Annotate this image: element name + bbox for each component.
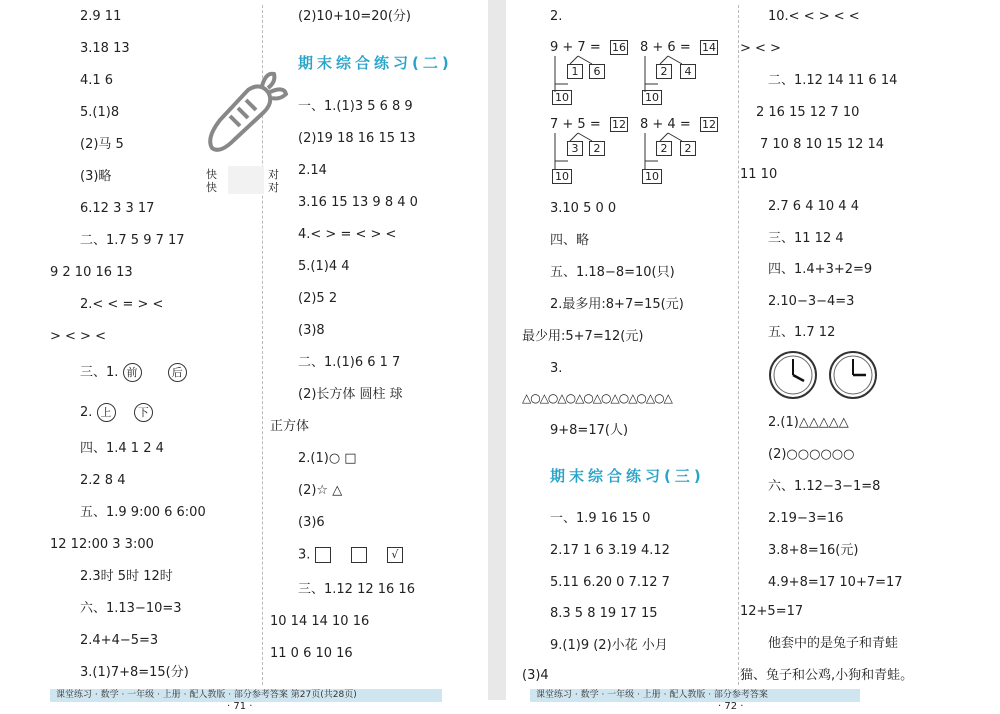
split-lines bbox=[550, 131, 610, 171]
answer-line: 六、1.13−10=3 bbox=[80, 601, 182, 616]
answer-line: 五、1.7 12 bbox=[768, 325, 836, 340]
split-box: 2 bbox=[589, 141, 605, 156]
page-number: · 72 · bbox=[718, 701, 744, 712]
split-box: 2 bbox=[656, 64, 672, 79]
answer-line: 11 10 bbox=[740, 167, 778, 182]
answer-line: 6.12 3 3 17 bbox=[80, 201, 155, 216]
answer-line: 三、1.12 12 16 16 bbox=[298, 582, 415, 597]
answer-line: 2.3时 5时 12时 bbox=[80, 569, 173, 584]
section-heading: 期末综合练习(三) bbox=[550, 467, 705, 485]
answer-line: 正方体 bbox=[270, 419, 310, 434]
answer-line: 2.19−3=16 bbox=[768, 511, 844, 526]
answer-line: 五、1.9 9:00 6 6:00 bbox=[80, 505, 206, 520]
answer-line: (2)☆ △ bbox=[298, 483, 343, 498]
answer-line: 2.4+4−5=3 bbox=[80, 633, 159, 648]
answer-line: 5.11 6.20 0 7.12 7 bbox=[550, 575, 670, 590]
split-box: 1 bbox=[567, 64, 583, 79]
answer-line: 5.(1)8 bbox=[80, 105, 120, 120]
answer-label: 3. bbox=[298, 547, 311, 563]
answer-line: (2)马 5 bbox=[80, 137, 124, 152]
answer-line: 8.3 5 8 19 17 15 bbox=[550, 606, 658, 621]
answer-line: 2.(1)△△△△△ bbox=[768, 415, 849, 430]
sum-box: 10 bbox=[642, 169, 662, 184]
answer-line: 2.10−3−4=3 bbox=[768, 294, 855, 309]
answer-line: (2)长方体 圆柱 球 bbox=[298, 387, 403, 402]
answer-line: 最少用:5+7=12(元) bbox=[522, 329, 644, 344]
check-box bbox=[315, 547, 331, 563]
logo-char: 快 bbox=[206, 181, 217, 194]
result-box: 14 bbox=[702, 41, 716, 54]
split-lines bbox=[640, 54, 700, 94]
answer-label: 2. bbox=[80, 405, 93, 420]
answer-line: 2.最多用:8+7=15(元) bbox=[550, 297, 684, 312]
answer-line: 二、1.7 5 9 7 17 bbox=[80, 233, 185, 248]
answer-line: (2)10+10=20(分) bbox=[298, 9, 411, 24]
answer-label: 三、1. bbox=[80, 365, 119, 380]
answer-line: (2)5 2 bbox=[298, 291, 338, 306]
answer-line: 4.9+8=17 10+7=17 bbox=[768, 575, 903, 590]
answer-line: 一、1.9 16 15 0 bbox=[550, 511, 651, 526]
result-box: 16 bbox=[612, 41, 626, 54]
answer-line: (3)8 bbox=[298, 323, 325, 338]
answer-line: 12 12:00 3 3:00 bbox=[50, 537, 154, 552]
answer-line: 他套中的是兔子和青蛙 bbox=[768, 636, 899, 651]
carrot-illustration bbox=[200, 68, 290, 158]
answer-line bbox=[80, 363, 193, 382]
answer-line bbox=[298, 547, 419, 564]
answer-line: 猫、兔子和公鸡,小狗和青蛙。 bbox=[740, 668, 914, 683]
answer-line: 五、1.18−8=10(只) bbox=[550, 265, 675, 280]
answer-line: 9 2 10 16 13 bbox=[50, 265, 133, 280]
answer-line: 3.(1)7+8=15(分) bbox=[80, 665, 189, 680]
answer-line: 3.10 5 0 0 bbox=[550, 201, 617, 216]
logo-char bbox=[228, 166, 264, 194]
answer-line: 2.17 1 6 3.19 4.12 bbox=[550, 543, 670, 558]
answer-line: 四、1.4 1 2 4 bbox=[80, 441, 164, 456]
answer-line: 二、1.12 14 11 6 14 bbox=[768, 73, 898, 88]
section-heading: 期末综合练习(二) bbox=[298, 54, 453, 72]
answer-line: 2. bbox=[550, 9, 563, 24]
answer-line: 12+5=17 bbox=[740, 604, 804, 619]
page-footer: 课堂练习 · 数学 · 一年级 · 上册 · 配人教版 · 部分参考答案 第27页(共28页) bbox=[50, 689, 442, 702]
logo-char: 对 bbox=[268, 181, 279, 194]
answer-line: 7 10 8 10 15 12 14 bbox=[760, 137, 885, 152]
answer-line: 2 16 15 12 7 10 bbox=[756, 105, 860, 120]
answer-line: > < > < bbox=[50, 329, 106, 344]
answer-line: 四、略 bbox=[550, 233, 590, 248]
answer-line: 3. bbox=[550, 361, 563, 376]
logo-patch bbox=[204, 166, 278, 194]
answer-line: 10.< < > < < bbox=[768, 9, 860, 24]
answer-line: 9.(1)9 (2)小花 小月 bbox=[550, 638, 668, 653]
answer-line: 2.< < = > < bbox=[80, 297, 164, 312]
split-box: 3 bbox=[567, 141, 583, 156]
logo-char: 对 bbox=[268, 168, 279, 181]
sum-box: 10 bbox=[642, 90, 662, 105]
equation: 8 + 6 = bbox=[640, 40, 691, 55]
split-box: 6 bbox=[589, 64, 605, 79]
split-lines bbox=[640, 131, 700, 171]
answer-line bbox=[80, 403, 159, 422]
equation: 8 + 4 = bbox=[640, 117, 691, 132]
book-gutter bbox=[488, 0, 506, 700]
answer-line: (3)4 bbox=[522, 668, 549, 683]
split-lines bbox=[550, 54, 610, 94]
check-box: √ bbox=[387, 547, 403, 563]
answer-line: 2.2 8 4 bbox=[80, 473, 126, 488]
equation: 9 + 7 = bbox=[550, 40, 601, 55]
answer-line: 四、1.4+3+2=9 bbox=[768, 262, 873, 277]
sum-box: 10 bbox=[552, 90, 572, 105]
answer-line: 三、11 12 4 bbox=[768, 231, 844, 246]
clock-icon bbox=[828, 350, 878, 400]
check-box bbox=[351, 547, 367, 563]
page-number: · 71 · bbox=[227, 701, 253, 712]
answer-line: > < > bbox=[740, 41, 781, 56]
answer-line: 2.9 11 bbox=[80, 9, 122, 24]
result-box: 12 bbox=[612, 118, 626, 131]
result-box: 12 bbox=[702, 118, 716, 131]
answer-line: (2)19 18 16 15 13 bbox=[298, 131, 416, 146]
split-box: 2 bbox=[656, 141, 672, 156]
answer-line: 2.7 6 4 10 4 4 bbox=[768, 199, 859, 214]
circled-answer: 下 bbox=[134, 403, 153, 422]
answer-line: 2.14 bbox=[298, 163, 327, 178]
sum-box: 10 bbox=[552, 169, 572, 184]
answer-line: 10 14 14 10 16 bbox=[270, 614, 370, 629]
answer-line: 5.(1)4 4 bbox=[298, 259, 350, 274]
answer-line: (3)6 bbox=[298, 515, 325, 530]
page-footer: 课堂练习 · 数学 · 一年级 · 上册 · 配人教版 · 部分参考答案 bbox=[530, 689, 860, 702]
answer-line: 2.(1)○ □ bbox=[298, 451, 357, 466]
shape-sequence: △○△○△○△○△○△○△○△○△ bbox=[522, 391, 672, 405]
answer-line: 3.8+8=16(元) bbox=[768, 543, 859, 558]
equation: 7 + 5 = bbox=[550, 117, 601, 132]
column-divider bbox=[738, 5, 739, 685]
clock-icon bbox=[768, 350, 818, 400]
split-box: 4 bbox=[680, 64, 696, 79]
circled-answer: 后 bbox=[168, 363, 187, 382]
answer-line: 六、1.12−3−1=8 bbox=[768, 479, 881, 494]
answer-line: 3.16 15 13 9 8 4 0 bbox=[298, 195, 418, 210]
answer-line: (2)○○○○○○ bbox=[768, 447, 855, 462]
answer-line: 3.18 13 bbox=[80, 41, 130, 56]
answer-line: 二、1.(1)6 6 1 7 bbox=[298, 355, 401, 370]
answer-line: 4.< > = < > < bbox=[298, 227, 397, 242]
circled-answer: 上 bbox=[97, 403, 116, 422]
answer-line: 9+8=17(人) bbox=[550, 423, 629, 438]
split-box: 2 bbox=[680, 141, 696, 156]
answer-line: 4.1 6 bbox=[80, 73, 114, 88]
answer-line: 一、1.(1)3 5 6 8 9 bbox=[298, 99, 413, 114]
answer-line: (3)略 bbox=[80, 169, 112, 184]
circled-answer: 前 bbox=[123, 363, 142, 382]
logo-char: 快 bbox=[206, 168, 217, 181]
answer-line: 11 0 6 10 16 bbox=[270, 646, 353, 661]
